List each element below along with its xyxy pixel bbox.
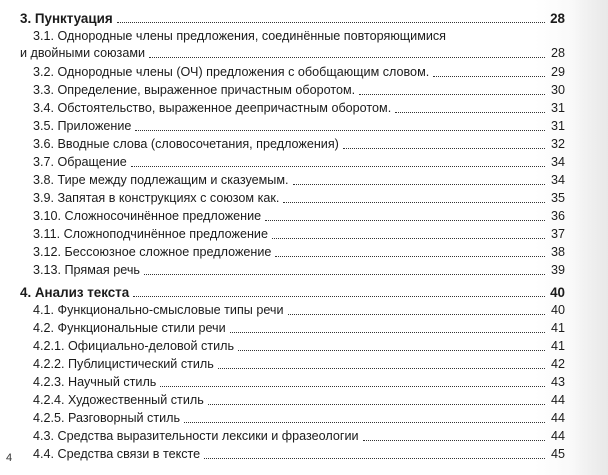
toc-page-number: 44: [550, 393, 565, 407]
toc-page-number: 43: [550, 375, 565, 389]
toc-entry-title: 4.2.2. Публицистический стиль: [33, 357, 214, 371]
toc-entry-title: 3.2. Однородные члены (ОЧ) предложения с обобщающим словом.: [33, 65, 430, 79]
dot-leader: [208, 403, 545, 405]
dot-leader: [160, 385, 545, 387]
toc-entry-3-6: [20, 137, 565, 152]
toc-entry-3-9: [20, 191, 565, 206]
toc-page-number: 34: [550, 155, 565, 169]
toc-entry-title: 3.6. Вводные слова (словосочетания, предложения): [33, 137, 339, 151]
toc-entry-title-line1: 3.1. Однородные члены предложения, соединённые повторяющимися: [33, 29, 447, 43]
toc-entry-title: и двойными союзами: [20, 46, 146, 60]
toc-page-number: 44: [550, 411, 565, 425]
toc-page-number: 39: [550, 263, 565, 277]
toc-page-number: 37: [550, 227, 565, 241]
toc-entry-title: 3.10. Сложносочинённое предложение: [33, 209, 262, 223]
toc-entry-4-2-2: [20, 357, 565, 372]
page-folio-number: 4: [6, 452, 13, 464]
toc-page-number: 28: [550, 11, 565, 26]
toc-entry-4-2: [20, 321, 565, 336]
toc-entry-4-2-5: [20, 411, 565, 426]
toc-entry-title: 4.2.5. Разговорный стиль: [33, 411, 181, 425]
toc-entry-title: 4.1. Функционально-смысловые типы речи: [33, 303, 284, 317]
dot-leader: [149, 56, 545, 58]
toc-entry-3-3: [20, 83, 565, 98]
toc-entry-4-2-3: [20, 375, 565, 390]
toc-page-number: 40: [550, 303, 565, 317]
toc-entry-title: 4.2.1. Официально-деловой стиль: [33, 339, 235, 353]
toc-page-number: 34: [550, 173, 565, 187]
toc-entry-title: 4.2.3. Научный стиль: [33, 375, 157, 389]
toc-entry-3-10: [20, 209, 565, 224]
dot-leader: [117, 21, 545, 23]
dot-leader: [272, 237, 545, 239]
toc-page-number: 44: [550, 429, 565, 443]
toc-entry-4-1: [20, 303, 565, 318]
dot-leader: [275, 255, 545, 257]
toc-page-number: 29: [550, 65, 565, 79]
dot-leader: [288, 313, 545, 315]
dot-leader: [343, 147, 545, 149]
toc-entry-title: 3.11. Сложноподчинённое предложение: [33, 227, 268, 241]
toc-page-number: 32: [550, 137, 565, 151]
toc-entry-4-2-1: [20, 339, 565, 354]
dot-leader: [283, 201, 545, 203]
dot-leader: [133, 295, 545, 297]
toc-page-number: 40: [550, 285, 565, 300]
toc-entry-3-8: [20, 173, 565, 188]
toc-page-number: 28: [550, 46, 565, 60]
dot-leader: [265, 219, 545, 221]
dot-leader: [184, 421, 545, 423]
toc-section-title: 3. Пунктуация: [20, 11, 113, 26]
dot-leader: [433, 75, 545, 77]
toc-page-number: 41: [550, 339, 565, 353]
dot-leader: [204, 457, 545, 459]
toc-page-number: 45: [550, 447, 565, 461]
toc-entry-title: 4.2. Функциональные стили речи: [33, 321, 226, 335]
toc-entry-title: 3.8. Тире между подлежащим и сказуемым.: [33, 173, 289, 187]
toc-entry-3-12: [20, 245, 565, 260]
toc-entry-3-1: [20, 46, 565, 61]
dot-leader: [230, 331, 545, 333]
toc-entry-3-13: [20, 263, 565, 278]
dot-leader: [218, 367, 545, 369]
dot-leader: [238, 349, 545, 351]
toc-section-title: 4. Анализ текста: [20, 285, 130, 300]
dot-leader: [135, 129, 545, 131]
toc-entry-title: 3.12. Бессоюзное сложное предложение: [33, 245, 272, 259]
toc-page-number: 31: [550, 101, 565, 115]
toc-entry-3-5: [20, 119, 565, 134]
page-gutter-shadow: [572, 0, 608, 475]
toc-entry-4-2-4: [20, 393, 565, 408]
dot-leader: [359, 93, 545, 95]
toc-section-3: [20, 11, 565, 26]
toc-page-number: 35: [550, 191, 565, 205]
toc-page-number: 42: [550, 357, 565, 371]
dot-leader: [131, 165, 545, 167]
toc-entry-3-7: [20, 155, 565, 170]
toc-entry-title: 3.7. Обращение: [33, 155, 127, 169]
dot-leader: [144, 273, 545, 275]
toc-page-number: 30: [550, 83, 565, 97]
toc-section-4: [20, 285, 565, 300]
toc-entry-title: 3.13. Прямая речь: [33, 263, 140, 277]
toc-entry-title: 3.4. Обстоятельство, выраженное деепричастным оборотом.: [33, 101, 392, 115]
dot-leader: [293, 183, 545, 185]
toc-entry-4-4: [20, 447, 565, 462]
toc-entry-title: 3.3. Определение, выраженное причастным оборотом.: [33, 83, 356, 97]
toc-entry-title: 3.5. Приложение: [33, 119, 132, 133]
toc-page-number: 38: [550, 245, 565, 259]
toc-entry-title: 4.4. Средства связи в тексте: [33, 447, 201, 461]
toc-page-number: 36: [550, 209, 565, 223]
dot-leader: [395, 111, 545, 113]
toc-entry-title: 4.3. Средства выразительности лексики и фразеологии: [33, 429, 359, 443]
toc-entry-title: 4.2.4. Художественный стиль: [33, 393, 204, 407]
toc-entry-3-2: [20, 65, 565, 80]
toc-page-number: 31: [550, 119, 565, 133]
dot-leader: [363, 439, 545, 441]
toc-page-number: 41: [550, 321, 565, 335]
toc-entry-title: 3.9. Запятая в конструкциях с союзом как.: [33, 191, 280, 205]
toc-entry-3-11: [20, 227, 565, 242]
toc-entry-3-4: [20, 101, 565, 116]
toc-entry-4-3: [20, 429, 565, 444]
